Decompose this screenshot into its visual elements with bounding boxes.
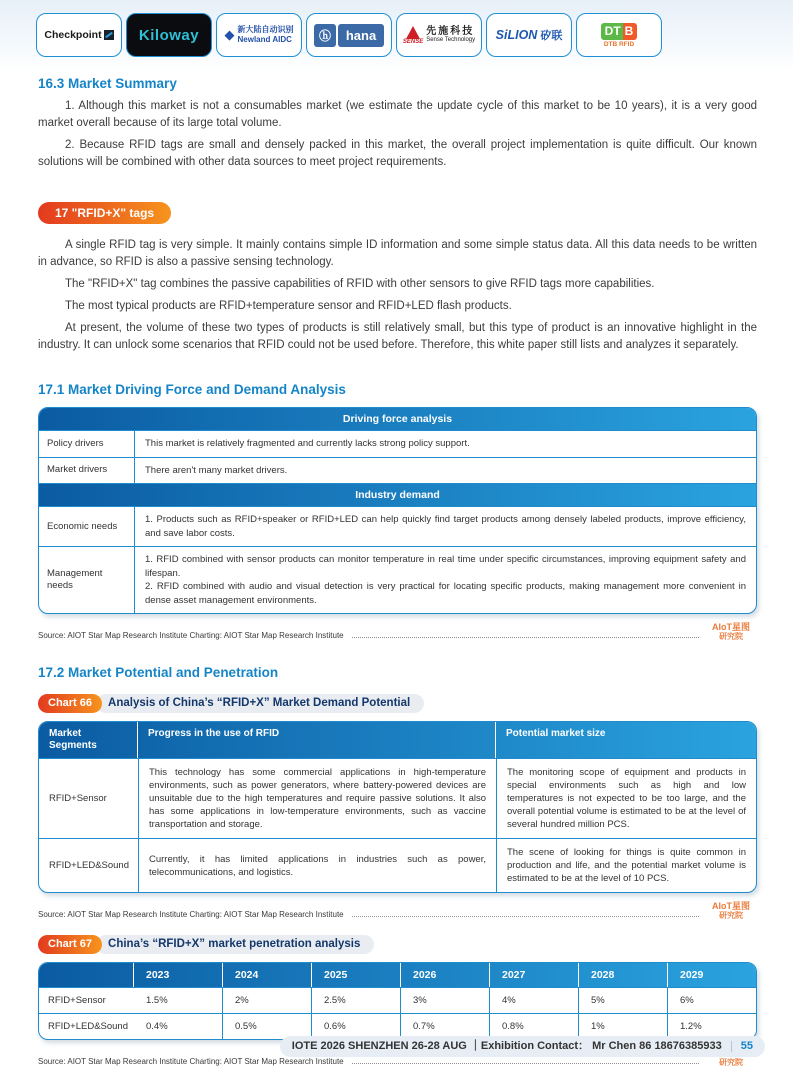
chart-66-header-row <box>39 722 756 758</box>
driving-force-table <box>38 407 757 614</box>
chart-66-potential-0: The monitoring scope of equipment and products in special environments such as high and low temperatures is not expected to be too large, and the overall potential volume is estimated to be at the level of several hundred million PCS. <box>496 759 756 838</box>
page-number: 55 <box>740 1040 753 1052</box>
section-17-badge: 17 "RFID+X" tags <box>38 202 171 224</box>
dotted-divider <box>352 1063 699 1064</box>
checkpoint-logo-icon <box>104 30 114 40</box>
dtb-rfid-logo <box>576 13 662 57</box>
table-row <box>39 758 756 838</box>
table-row <box>39 457 756 484</box>
table-row <box>39 546 756 613</box>
chart-66-progress-1: Currently, it has limited applications in industries such as power, telecommunications, and logistics. <box>138 839 496 892</box>
table-row <box>39 430 756 457</box>
chart-67-led-2028: 1% <box>578 1014 667 1039</box>
chart-67-header-2023: 2023 <box>134 963 223 987</box>
chart-66-header-segments: Market Segments <box>39 722 138 758</box>
silion-logo-text: SiLION <box>495 28 538 42</box>
row-text-market-drivers: There aren't many market drivers. <box>134 458 756 484</box>
chart-67-header-2025: 2025 <box>312 963 401 987</box>
sense-logo-en: Sense Technology <box>426 37 476 43</box>
silion-logo-cn: 矽联 <box>540 30 563 42</box>
chart-67-sensor-2028: 5% <box>578 988 667 1013</box>
chart-67-sensor-2023: 1.5% <box>146 995 168 1006</box>
row-text-economic-needs: 1. Products such as RFID+speaker or RFID+LED can help quickly find target products among densely labeled products, improve efficiency, and save labor costs. <box>134 507 756 546</box>
dtb-logo-blocks <box>601 23 638 40</box>
sponsor-logo-bar <box>36 13 662 57</box>
chart-67-led-2023: 0.4% <box>146 1021 168 1032</box>
table-row <box>39 838 756 892</box>
paragraph-16-3-1: 1. Although this market is not a consumables market (we estimate the update cycle of this market to be 10 years), it is a very good market overall because of its large total volume. <box>38 100 757 129</box>
management-needs-line-2: 2. RFID combined with audio and visual detection is very practical for locating specific products, making management more convenient in dense asset management environments. <box>145 581 746 606</box>
heading-17-2: 17.2 Market Potential and Penetration <box>38 665 279 680</box>
chart-66-potential-1: The scene of looking for things is quite common in production and life, and the potential market volume is estimated to be at the level of 10 PCS. <box>496 839 756 892</box>
chart-67-table <box>38 962 757 1040</box>
checkpoint-logo <box>36 13 122 57</box>
paragraph-17-2: The "RFID+X" tag combines the passive capabilities of RFID with other sensors to give RFID tags more capabilities. <box>65 278 655 290</box>
paragraph-17-3: The most typical products are RFID+temperature sensor and RFID+LED flash products. <box>65 300 512 312</box>
aiot-logo-line2: 研究院 <box>719 1058 743 1067</box>
hana-logo-text: hana <box>338 24 384 47</box>
table-row <box>39 987 756 1013</box>
paragraph-17-1: A single RFID tag is very simple. It mainly contains simple ID information and some simple status data. All this data needs to be written in advance, so RFID is also a passive sensing technology. <box>38 239 757 268</box>
chart-67-header-2026: 2026 <box>401 963 490 987</box>
chart-67-header-2024: 2024 <box>223 963 312 987</box>
dtb-green-block: DT <box>601 23 623 40</box>
chart-67-header-2027: 2027 <box>490 963 579 987</box>
newland-diamond-icon: ◆ <box>224 27 235 42</box>
chart-67-header-row <box>39 963 756 987</box>
chart-66-segment-1: RFID+LED&Sound <box>49 860 129 871</box>
chart-67-led-2025: 0.6% <box>311 1014 400 1039</box>
source-row <box>38 623 757 641</box>
chart-66-title: Analysis of China’s “RFID+X” Market Demand Potential <box>96 694 424 713</box>
row-text-policy-drivers: This market is relatively fragmented and currently lacks strong policy support. <box>134 431 756 457</box>
table-row <box>39 506 756 546</box>
footer-exhibition-text: IOTE 2026 SHENZHEN 26-28 AUG ｜Exhibition Contact： Mr Chen 86 18676385933 <box>291 1040 722 1052</box>
aiot-research-logo <box>705 623 757 641</box>
chart-67-sensor-2024: 2% <box>222 988 311 1013</box>
sense-mark-text: SENSE <box>402 38 424 45</box>
chart-67-sensor-2025: 2.5% <box>311 988 400 1013</box>
source-text: Source: AIOT Star Map Research Institute Charting: AIOT Star Map Research Institute <box>38 631 344 640</box>
paragraph-16-3-2: 2. Because RFID tags are small and densely packed in this market, the overall project implementation is quite difficult. Our known solutions will be combined with other data sources to meet project requirements. <box>38 139 757 168</box>
paragraph-17-4: At present, the volume of these two types of products is still relatively small, but this type of product is an innovative highlight in the industry. It can unlock some scenarios that RFID could not be used before. Therefore, this white paper still lists and analyzes it separately. <box>38 322 757 351</box>
chart-67-led-2024: 0.5% <box>222 1014 311 1039</box>
chart-66-header-progress: Progress in the use of RFID <box>138 722 496 758</box>
source-row <box>38 902 757 920</box>
page-content <box>38 72 757 1067</box>
dtb-orange-block: B <box>623 23 638 40</box>
aiot-logo-line2: 研究院 <box>719 632 743 641</box>
kiloway-logo-text: Kiloway <box>138 26 200 44</box>
row-label-market-drivers: Market drivers <box>47 464 108 476</box>
hana-logo <box>306 13 392 57</box>
chart-67-sensor-2026: 3% <box>400 988 489 1013</box>
aiot-logo-line2: 研究院 <box>719 911 743 920</box>
chart-67-sensor-2029: 6% <box>667 988 756 1013</box>
chart-67-led-2029: 1.2% <box>667 1014 756 1039</box>
chart-66-table <box>38 721 757 893</box>
hana-logo-icon: ⓗ <box>314 24 336 47</box>
newland-logo-en: Newland AIDC <box>237 35 292 44</box>
checkpoint-logo-text: Checkpoint <box>44 29 102 41</box>
sense-triangle-icon <box>406 26 420 39</box>
sense-logo-cn: 先施科技 <box>426 26 475 37</box>
row-text-management-needs <box>134 547 756 613</box>
chart-67-row-label-led-sound: RFID+LED&Sound <box>48 1021 128 1032</box>
driving-force-group-header: Driving force analysis <box>39 408 756 430</box>
chart-66-progress-0: This technology has some commercial applications in high-temperature environments, such as power generators, where battery-powered devices are unsuitable due to the high temperatures and require passive solutions. It also has some applications in low-temperature environments, such as vaccine transportation and storage. <box>138 759 496 838</box>
aiot-logo-line1: AIoT星图 <box>712 901 750 911</box>
chart-67-led-2026: 0.7% <box>400 1014 489 1039</box>
chart-67-header-2029: 2029 <box>680 969 704 981</box>
source-text: Source: AIOT Star Map Research Institute Charting: AIOT Star Map Research Institute <box>38 1057 344 1066</box>
footer-divider <box>731 1041 732 1052</box>
chart-66-badge: Chart 66 <box>38 694 102 713</box>
chart-67-header-blank <box>39 963 134 987</box>
row-label-economic-needs: Economic needs <box>47 520 118 532</box>
chart-67-badge: Chart 67 <box>38 935 102 954</box>
aiot-research-logo <box>705 902 757 920</box>
management-needs-line-1: 1. RFID combined with sensor products can monitor temperature in real time under specific circumstances, improving equipment safety and lifespan. <box>145 554 746 579</box>
chart-66-header-potential: Potential market size <box>506 728 606 739</box>
chart-67-sensor-2027: 4% <box>489 988 578 1013</box>
chart-66-segment-0: RFID+Sensor <box>49 793 107 804</box>
dotted-divider <box>352 637 699 638</box>
heading-17-1: 17.1 Market Driving Force and Demand Analysis <box>38 382 346 397</box>
chart-67-title: China’s “RFID+X” market penetration analysis <box>96 935 374 954</box>
row-label-policy-drivers: Policy drivers <box>47 437 104 449</box>
chart-67-title-row <box>38 935 757 954</box>
chart-67-header-2028: 2028 <box>579 963 668 987</box>
page-footer <box>280 1036 765 1057</box>
heading-16-3: 16.3 Market Summary <box>38 76 177 91</box>
row-label-management-needs: Management needs <box>47 568 103 591</box>
industry-demand-group-header: Industry demand <box>39 483 756 506</box>
source-text: Source: AIOT Star Map Research Institute Charting: AIOT Star Map Research Institute <box>38 910 344 919</box>
newland-aidc-logo <box>216 13 302 57</box>
aiot-logo-line1: AIoT星图 <box>712 622 750 632</box>
kiloway-logo <box>126 13 212 57</box>
chart-66-title-row <box>38 694 757 713</box>
sense-technology-logo <box>396 13 482 57</box>
chart-67-row-label-sensor: RFID+Sensor <box>48 995 106 1006</box>
silion-logo <box>486 13 572 57</box>
dtb-logo-sub: DTB RFID <box>603 40 635 48</box>
dotted-divider <box>352 916 699 917</box>
chart-67-led-2027: 0.8% <box>489 1014 578 1039</box>
newland-logo-cn: 新大陆自动识别 <box>237 25 294 34</box>
